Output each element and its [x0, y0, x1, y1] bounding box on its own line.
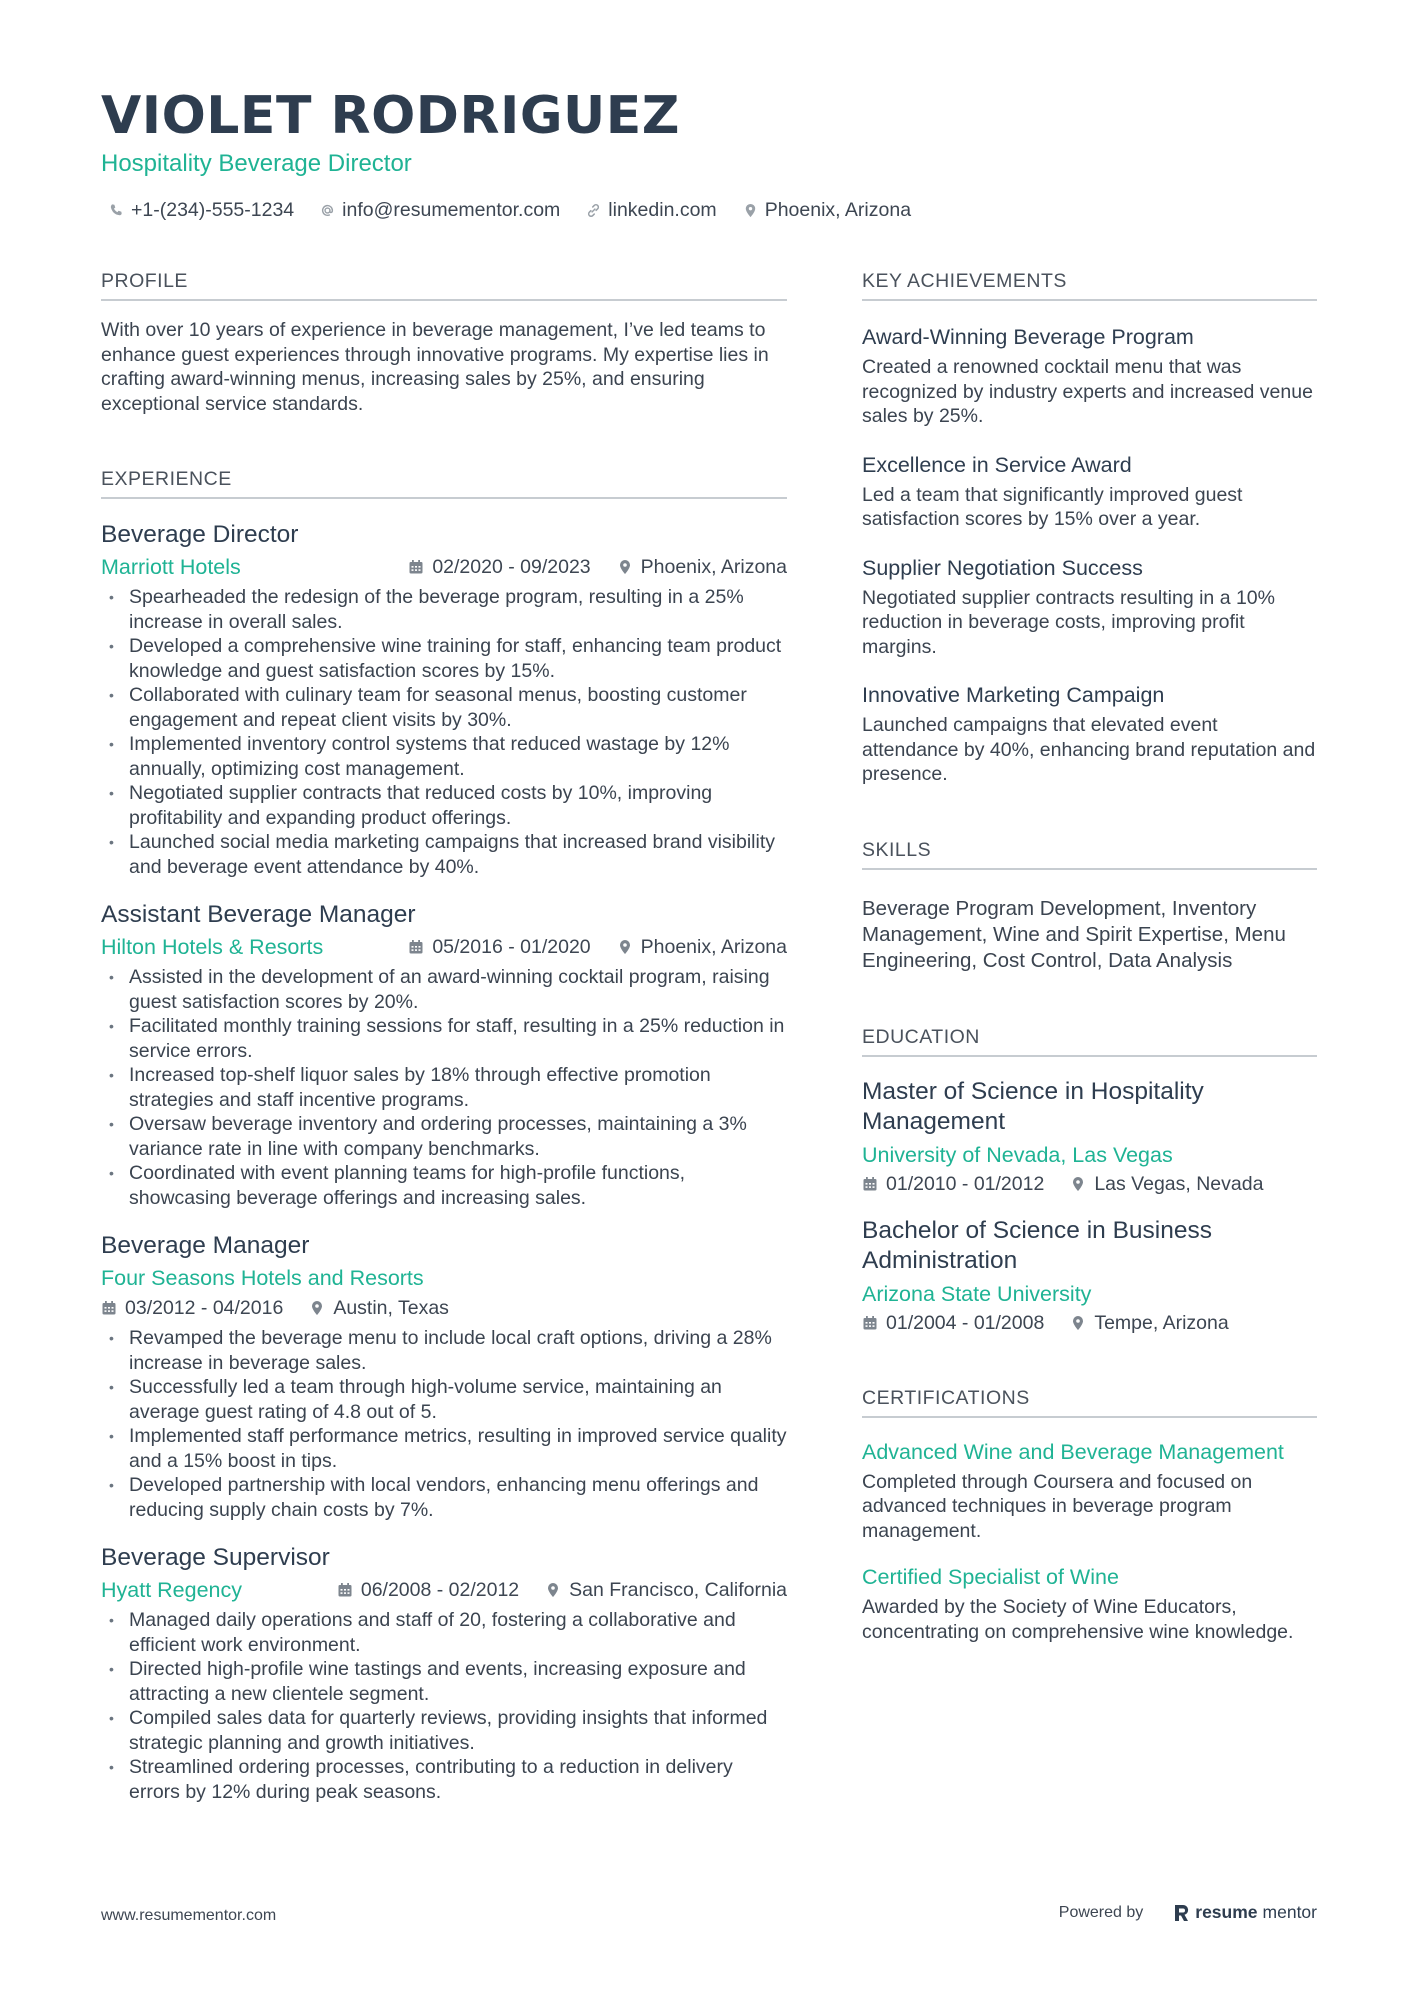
- location-pin-icon: [617, 559, 633, 575]
- skills-text: Beverage Program Development, Inventory Management, Wine and Spirit Expertise, Menu Engineering, Cost Control, Data Analysis: [862, 896, 1286, 972]
- bullet-item: • Successfully led a team through high-volume service, maintaining an average guest rating of 4.8 out of 5.: [101, 1375, 787, 1424]
- location-pin-icon: [1070, 1315, 1086, 1331]
- achievement-title: Innovative Marketing Campaign: [862, 683, 1165, 707]
- achievement-title: Award-Winning Beverage Program: [862, 325, 1194, 349]
- achievement-item: [862, 554, 1317, 660]
- job-location: [617, 554, 787, 580]
- company-name: Marriott Hotels: [101, 555, 241, 579]
- education-meta: [862, 1312, 1317, 1335]
- education-location: [1070, 1173, 1263, 1196]
- bullet-item: • Compiled sales data for quarterly reviews, providing insights that informed strategic planning and growth initiatives.: [101, 1706, 787, 1755]
- company-name: Hyatt Regency: [101, 1578, 243, 1602]
- job-meta: [101, 1577, 787, 1603]
- link-icon: [586, 203, 601, 218]
- job-dates-text: 05/2016 - 01/2020: [432, 936, 591, 958]
- achievement-item: [862, 323, 1317, 429]
- left-column: [101, 268, 787, 1804]
- education-location: [1070, 1312, 1228, 1335]
- contact-bar: [109, 199, 911, 222]
- bullet-item: • Collaborated with culinary team for seasonal menus, boosting customer engagement and repeat client visits by 30%.: [101, 683, 787, 732]
- job-location: [545, 1577, 787, 1603]
- contact-email[interactable]: [320, 199, 560, 222]
- contact-linkedin[interactable]: [586, 199, 716, 222]
- job-meta: [101, 934, 787, 960]
- job-bullets: [101, 1608, 787, 1804]
- job-bullets: [101, 585, 787, 879]
- achievements-heading: KEY ACHIEVEMENTS: [862, 268, 1317, 301]
- education-heading: EDUCATION: [862, 1024, 1317, 1057]
- achievement-desc: Led a team that significantly improved guest satisfaction scores by 15% over a year.: [862, 483, 1243, 530]
- job-dates: [337, 1577, 519, 1603]
- calendar-icon: [862, 1315, 878, 1331]
- job-entry: [101, 899, 787, 1210]
- location-pin-icon: [1070, 1176, 1086, 1192]
- education-location-text: Las Vegas, Nevada: [1094, 1172, 1264, 1195]
- job-date-location: [408, 934, 787, 960]
- candidate-role: Hospitality Beverage Director: [101, 150, 412, 177]
- job-location: [617, 934, 787, 960]
- achievement-desc: Launched campaigns that elevated event attendance by 40%, enhancing brand reputation and presence.: [862, 714, 1316, 785]
- achievement-item: [862, 681, 1317, 787]
- education-degree: Master of Science in Hospitality Management: [862, 1077, 1204, 1135]
- job-dates: [408, 934, 590, 960]
- location-pin-icon: [617, 939, 633, 955]
- bullet-item: • Increased top-shelf liquor sales by 18% through effective promotion strategies and staff incentive programs.: [101, 1063, 787, 1112]
- company-name: Four Seasons Hotels and Resorts: [101, 1266, 424, 1290]
- bullet-item: • Oversaw beverage inventory and ordering processes, maintaining a 3% variance rate in line with company benchmarks.: [101, 1112, 787, 1161]
- bullet-item: • Streamlined ordering processes, contributing to a reduction in delivery errors by 12% during peak seasons.: [101, 1755, 787, 1804]
- email-text: info@resumementor.com: [342, 199, 561, 221]
- calendar-icon: [408, 559, 424, 575]
- job-bullets: [101, 1326, 787, 1522]
- job-title: Beverage Director: [101, 521, 299, 548]
- brand-name-part-1: resume: [1195, 1902, 1258, 1922]
- job-title: Assistant Beverage Manager: [101, 901, 416, 928]
- certifications-section: [862, 1385, 1317, 1645]
- education-dates-text: 01/2004 - 01/2008: [886, 1311, 1045, 1334]
- calendar-icon: [101, 1300, 117, 1316]
- phone-text: +1-(234)-555-1234: [131, 199, 295, 221]
- certification-desc: Completed through Coursera and focused on advanced techniques in beverage program management.: [862, 1470, 1253, 1542]
- linkedin-text: linkedin.com: [608, 199, 717, 221]
- job-date-location: [337, 1577, 787, 1603]
- job-title: Beverage Supervisor: [101, 1544, 330, 1571]
- job-date-location: [101, 1295, 787, 1321]
- certification-item: [862, 1563, 1317, 1644]
- skills-heading: SKILLS: [862, 837, 1317, 870]
- experience-section: [101, 466, 787, 1804]
- certification-title: Certified Specialist of Wine: [862, 1565, 1119, 1589]
- education-location-text: Tempe, Arizona: [1094, 1311, 1229, 1334]
- contact-location: [743, 199, 911, 222]
- job-dates-text: 06/2008 - 02/2012: [360, 1579, 520, 1601]
- bullet-item: • Revamped the beverage menu to include local craft options, driving a 28% increase in beverage sales.: [101, 1326, 787, 1375]
- bullet-item: • Assisted in the development of an award-winning cocktail program, raising guest satisfaction scores by 20%.: [101, 965, 787, 1014]
- job-dates: [101, 1295, 283, 1321]
- bullet-item: • Developed partnership with local vendors, enhancing menu offerings and reducing supply chain costs by 7%.: [101, 1473, 787, 1522]
- bullet-item: • Managed daily operations and staff of 20, fostering a collaborative and efficient work environment.: [101, 1608, 787, 1657]
- job-dates: [408, 554, 590, 580]
- company-name: Hilton Hotels & Resorts: [101, 935, 324, 959]
- job-dates-text: 03/2012 - 04/2016: [125, 1297, 284, 1319]
- location-pin-icon: [545, 1582, 561, 1598]
- education-dates-text: 01/2010 - 01/2012: [886, 1172, 1045, 1195]
- education-section: [862, 1024, 1317, 1335]
- calendar-icon: [408, 939, 424, 955]
- calendar-icon: [337, 1582, 353, 1598]
- bullet-item: • Implemented inventory control systems that reduced wastage by 12% annually, optimizing cost management.: [101, 732, 787, 781]
- brand-logo[interactable]: [1173, 1902, 1317, 1923]
- achievement-item: [862, 451, 1317, 532]
- achievement-title: Excellence in Service Award: [862, 452, 1132, 477]
- certification-desc: Awarded by the Society of Wine Educators, concentrating on comprehensive wine knowledge.: [862, 1596, 1294, 1643]
- bullet-item: • Directed high-profile wine tastings and events, increasing exposure and attracting a new clientele segment.: [101, 1657, 787, 1706]
- profile-heading: PROFILE: [101, 268, 787, 301]
- education-item: [862, 1216, 1317, 1335]
- job-bullets: [101, 965, 787, 1210]
- footer-powered-by: [1059, 1902, 1317, 1923]
- footer-website[interactable]: www.resumementor.com: [101, 1907, 277, 1924]
- education-degree: Bachelor of Science in Business Administration: [862, 1216, 1212, 1274]
- job-dates-text: 02/2020 - 09/2023: [432, 556, 591, 578]
- bullet-item: • Spearheaded the redesign of the beverage program, resulting in a 25% increase in overall sales.: [101, 585, 787, 634]
- bullet-item: • Implemented staff performance metrics, resulting in improved service quality and a 15% boost in tips.: [101, 1424, 787, 1473]
- skills-section: [862, 837, 1317, 974]
- contact-phone[interactable]: [109, 199, 294, 222]
- phone-icon: [109, 203, 124, 218]
- job-entry: [101, 1230, 787, 1522]
- certification-item: [862, 1438, 1317, 1544]
- powered-by-label: Powered by: [1058, 1903, 1144, 1921]
- education-item: [862, 1077, 1317, 1196]
- location-pin-icon: [309, 1300, 325, 1316]
- bullet-item: • Developed a comprehensive wine training for staff, enhancing team product knowledge and guest satisfaction scores by 15%.: [101, 634, 787, 683]
- achievements-section: [862, 268, 1317, 787]
- certification-title: Advanced Wine and Beverage Management: [862, 1439, 1284, 1464]
- job-entry: [101, 1542, 787, 1804]
- bullet-item: • Coordinated with event planning teams for high-profile functions, showcasing beverage offerings and increasing sales.: [101, 1161, 787, 1210]
- education-meta: [862, 1173, 1317, 1196]
- experience-heading: EXPERIENCE: [101, 466, 787, 499]
- job-location-text: Phoenix, Arizona: [640, 936, 787, 958]
- education-school: University of Nevada, Las Vegas: [862, 1142, 1173, 1167]
- education-school: Arizona State University: [862, 1281, 1092, 1306]
- candidate-name: VIOLET RODRIGUEZ: [101, 86, 680, 146]
- bullet-item: • Launched social media marketing campaigns that increased brand visibility and beverage event attendance by 40%.: [101, 830, 787, 879]
- job-meta: [101, 1265, 787, 1321]
- job-entry: [101, 519, 787, 879]
- bullet-item: • Negotiated supplier contracts that reduced costs by 10%, improving profitability and expanding product offerings.: [101, 781, 787, 830]
- job-location-text: San Francisco, California: [569, 1579, 787, 1601]
- resumementor-logo-icon: [1173, 1903, 1190, 1923]
- brand-name-part-2: mentor: [1262, 1902, 1317, 1922]
- achievement-desc: Negotiated supplier contracts resulting in a 10% reduction in beverage costs, improving profit margins.: [862, 586, 1275, 658]
- calendar-icon: [862, 1176, 878, 1192]
- job-title: Beverage Manager: [101, 1232, 310, 1259]
- location-pin-icon: [743, 203, 758, 218]
- achievement-desc: Created a renowned cocktail menu that was recognized by industry experts and increased venue sales by 25%.: [862, 356, 1313, 427]
- achievement-title: Supplier Negotiation Success: [862, 555, 1143, 580]
- education-dates: [862, 1312, 1044, 1335]
- education-dates: [862, 1173, 1044, 1196]
- location-text: Phoenix, Arizona: [764, 199, 912, 221]
- job-meta: [101, 554, 787, 580]
- certifications-heading: CERTIFICATIONS: [862, 1385, 1317, 1418]
- right-column: [862, 268, 1317, 1644]
- job-location: [309, 1295, 449, 1321]
- job-location-text: Austin, Texas: [333, 1297, 449, 1319]
- job-location-text: Phoenix, Arizona: [640, 556, 787, 578]
- bullet-item: • Facilitated monthly training sessions for staff, resulting in a 25% reduction in service errors.: [101, 1014, 787, 1063]
- profile-text: With over 10 years of experience in beverage management, I’ve led teams to enhance guest experiences through innovative programs. My expertise lies in crafting award-winning menus, increasing sales by 25%, and ensuring exceptional service standards.: [101, 319, 769, 415]
- job-date-location: [408, 554, 787, 580]
- at-icon: [320, 203, 335, 218]
